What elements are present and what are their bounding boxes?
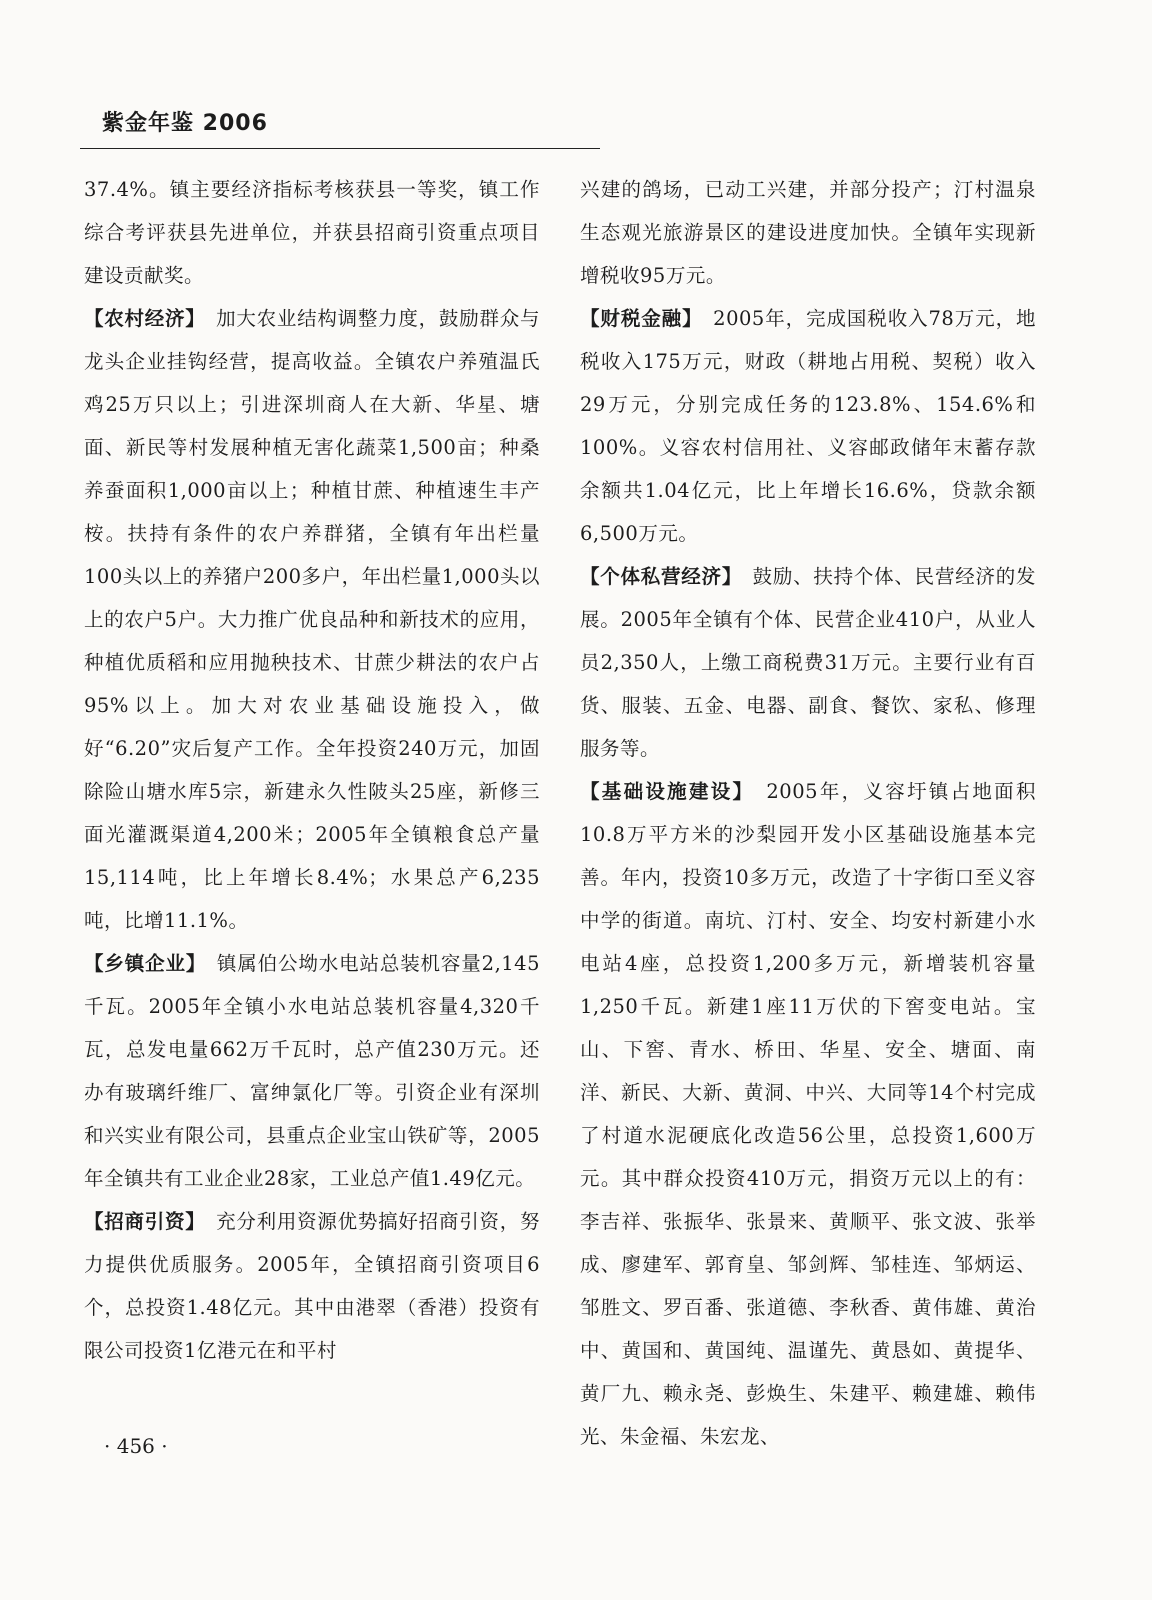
section-heading: 【农村经济】 <box>84 307 196 330</box>
paragraph <box>84 168 540 297</box>
paragraph-text: 兴建的鸽场，已动工兴建，并部分投产；汀村温泉生态观光旅游景区的建设进度加快。全镇年实现新增税收95万元。 <box>580 178 1036 287</box>
header-rule <box>80 148 600 149</box>
section-heading: 【乡镇企业】 <box>84 952 197 975</box>
paragraph <box>580 770 1036 1458</box>
paragraph <box>84 942 540 1200</box>
paragraph-text: 鼓励、扶持个体、民营经济的发展。2005年全镇有个体、民营企业410户，从业人员2,350人，上缴工商税费31万元。主要行业有百货、服装、五金、电器、副食、餐饮、家私、修理服务等。 <box>580 565 1036 760</box>
section-heading: 【招商引资】 <box>84 1210 196 1233</box>
paragraph-text: 2005年，完成国税收入78万元，地税收入175万元，财政（耕地占用税、契税）收入29万元，分别完成任务的123.8%、154.6%和100%。义容农村信用社、义容邮政储年末蓄存款余额共1.04亿元，比上年增长16.6%，贷款余额6,500万元。 <box>580 307 1036 545</box>
paragraph-text: 2005年，义容圩镇占地面积10.8万平方米的沙梨园开发小区基础设施基本完善。年内，投资10多万元，改造了十字街口至义容中学的街道。南坑、汀村、安全、均安村新建小水电站4座，总投资1,200多万元，新增装机容量1,250千瓦。新建1座11万伏的下窖变电站。宝山、下窖、青水、桥田、华星、安全、塘面、南洋、新民、大新、黄洞、中兴、大同等14个村完成了村道水泥硬底化改造56公里，总投资1,600万元。其中群众投资410万元，捐资万元以上的有：李吉祥、张振华、张景来、黄顺平、张文波、张举成、廖建军、郭育皇、邹剑辉、邹桂连、邹炳运、邹胜文、罗百番、张道德、李秋香、黄伟雄、黄治中、黄国和、黄国纯、温谨先、黄恳如、黄提华、黄厂九、赖永尧、彭焕生、朱建平、赖建雄、赖伟光、朱金福、朱宏龙、 <box>580 780 1036 1448</box>
paragraph-text: 充分利用资源优势搞好招商引资，努力提供优质服务。2005年，全镇招商引资项目6个，总投资1.48亿元。其中由港翠（香港）投资有限公司投资1亿港元在和平村 <box>84 1210 540 1362</box>
paragraph <box>580 168 1036 297</box>
paragraph <box>580 555 1036 770</box>
running-header: 紫金年鉴 2006 <box>102 111 268 136</box>
paragraph <box>580 297 1036 555</box>
paragraph-text: 加大农业结构调整力度，鼓励群众与龙头企业挂钩经营，提高收益。全镇农户养殖温氏鸡25万只以上；引进深圳商人在大新、华星、塘面、新民等村发展种植无害化蔬菜1,500亩；种桑养蚕面积1,000亩以上；种植甘蔗、种植速生丰产桉。扶持有条件的农户养群猪，全镇有年出栏量100头以上的养猪户200多户，年出栏量1,000头以上的农户5户。大力推广优良品种和新技术的应用，种植优质稻和应用抛秧技术、甘蔗少耕法的农户占95%以上。加大对农业基础设施投入，做好“6.20”灾后复产工作。全年投资240万元，加固除险山塘水库5宗，新建永久性陂头25座，新修三面光灌溉渠道4,200米；2005年全镇粮食总产量15,114吨，比上年增长8.4%；水果总产6,235吨，比增11.1%。 <box>84 307 540 932</box>
section-heading: 【基础设施建设】 <box>580 780 745 803</box>
section-heading: 【个体私营经济】 <box>580 565 733 588</box>
page-number: · 456 · <box>104 1434 168 1458</box>
paragraph-text: 镇属伯公坳水电站总装机容量2,145千瓦。2005年全镇小水电站总装机容量4,320千瓦，总发电量662万千瓦时，总产值230万元。还办有玻璃纤维厂、富绅氯化厂等。引资企业有深圳和兴实业有限公司，县重点企业宝山铁矿等，2005年全镇共有工业企业28家，工业总产值1.49亿元。 <box>84 952 540 1190</box>
section-heading: 【财税金融】 <box>580 307 693 330</box>
right-column <box>580 168 1036 1458</box>
paragraph-text: 37.4%。镇主要经济指标考核获县一等奖，镇工作综合考评获县先进单位，并获县招商引资重点项目建设贡献奖。 <box>84 178 540 287</box>
paragraph <box>84 1200 540 1372</box>
left-column <box>84 168 540 1372</box>
paragraph <box>84 297 540 942</box>
